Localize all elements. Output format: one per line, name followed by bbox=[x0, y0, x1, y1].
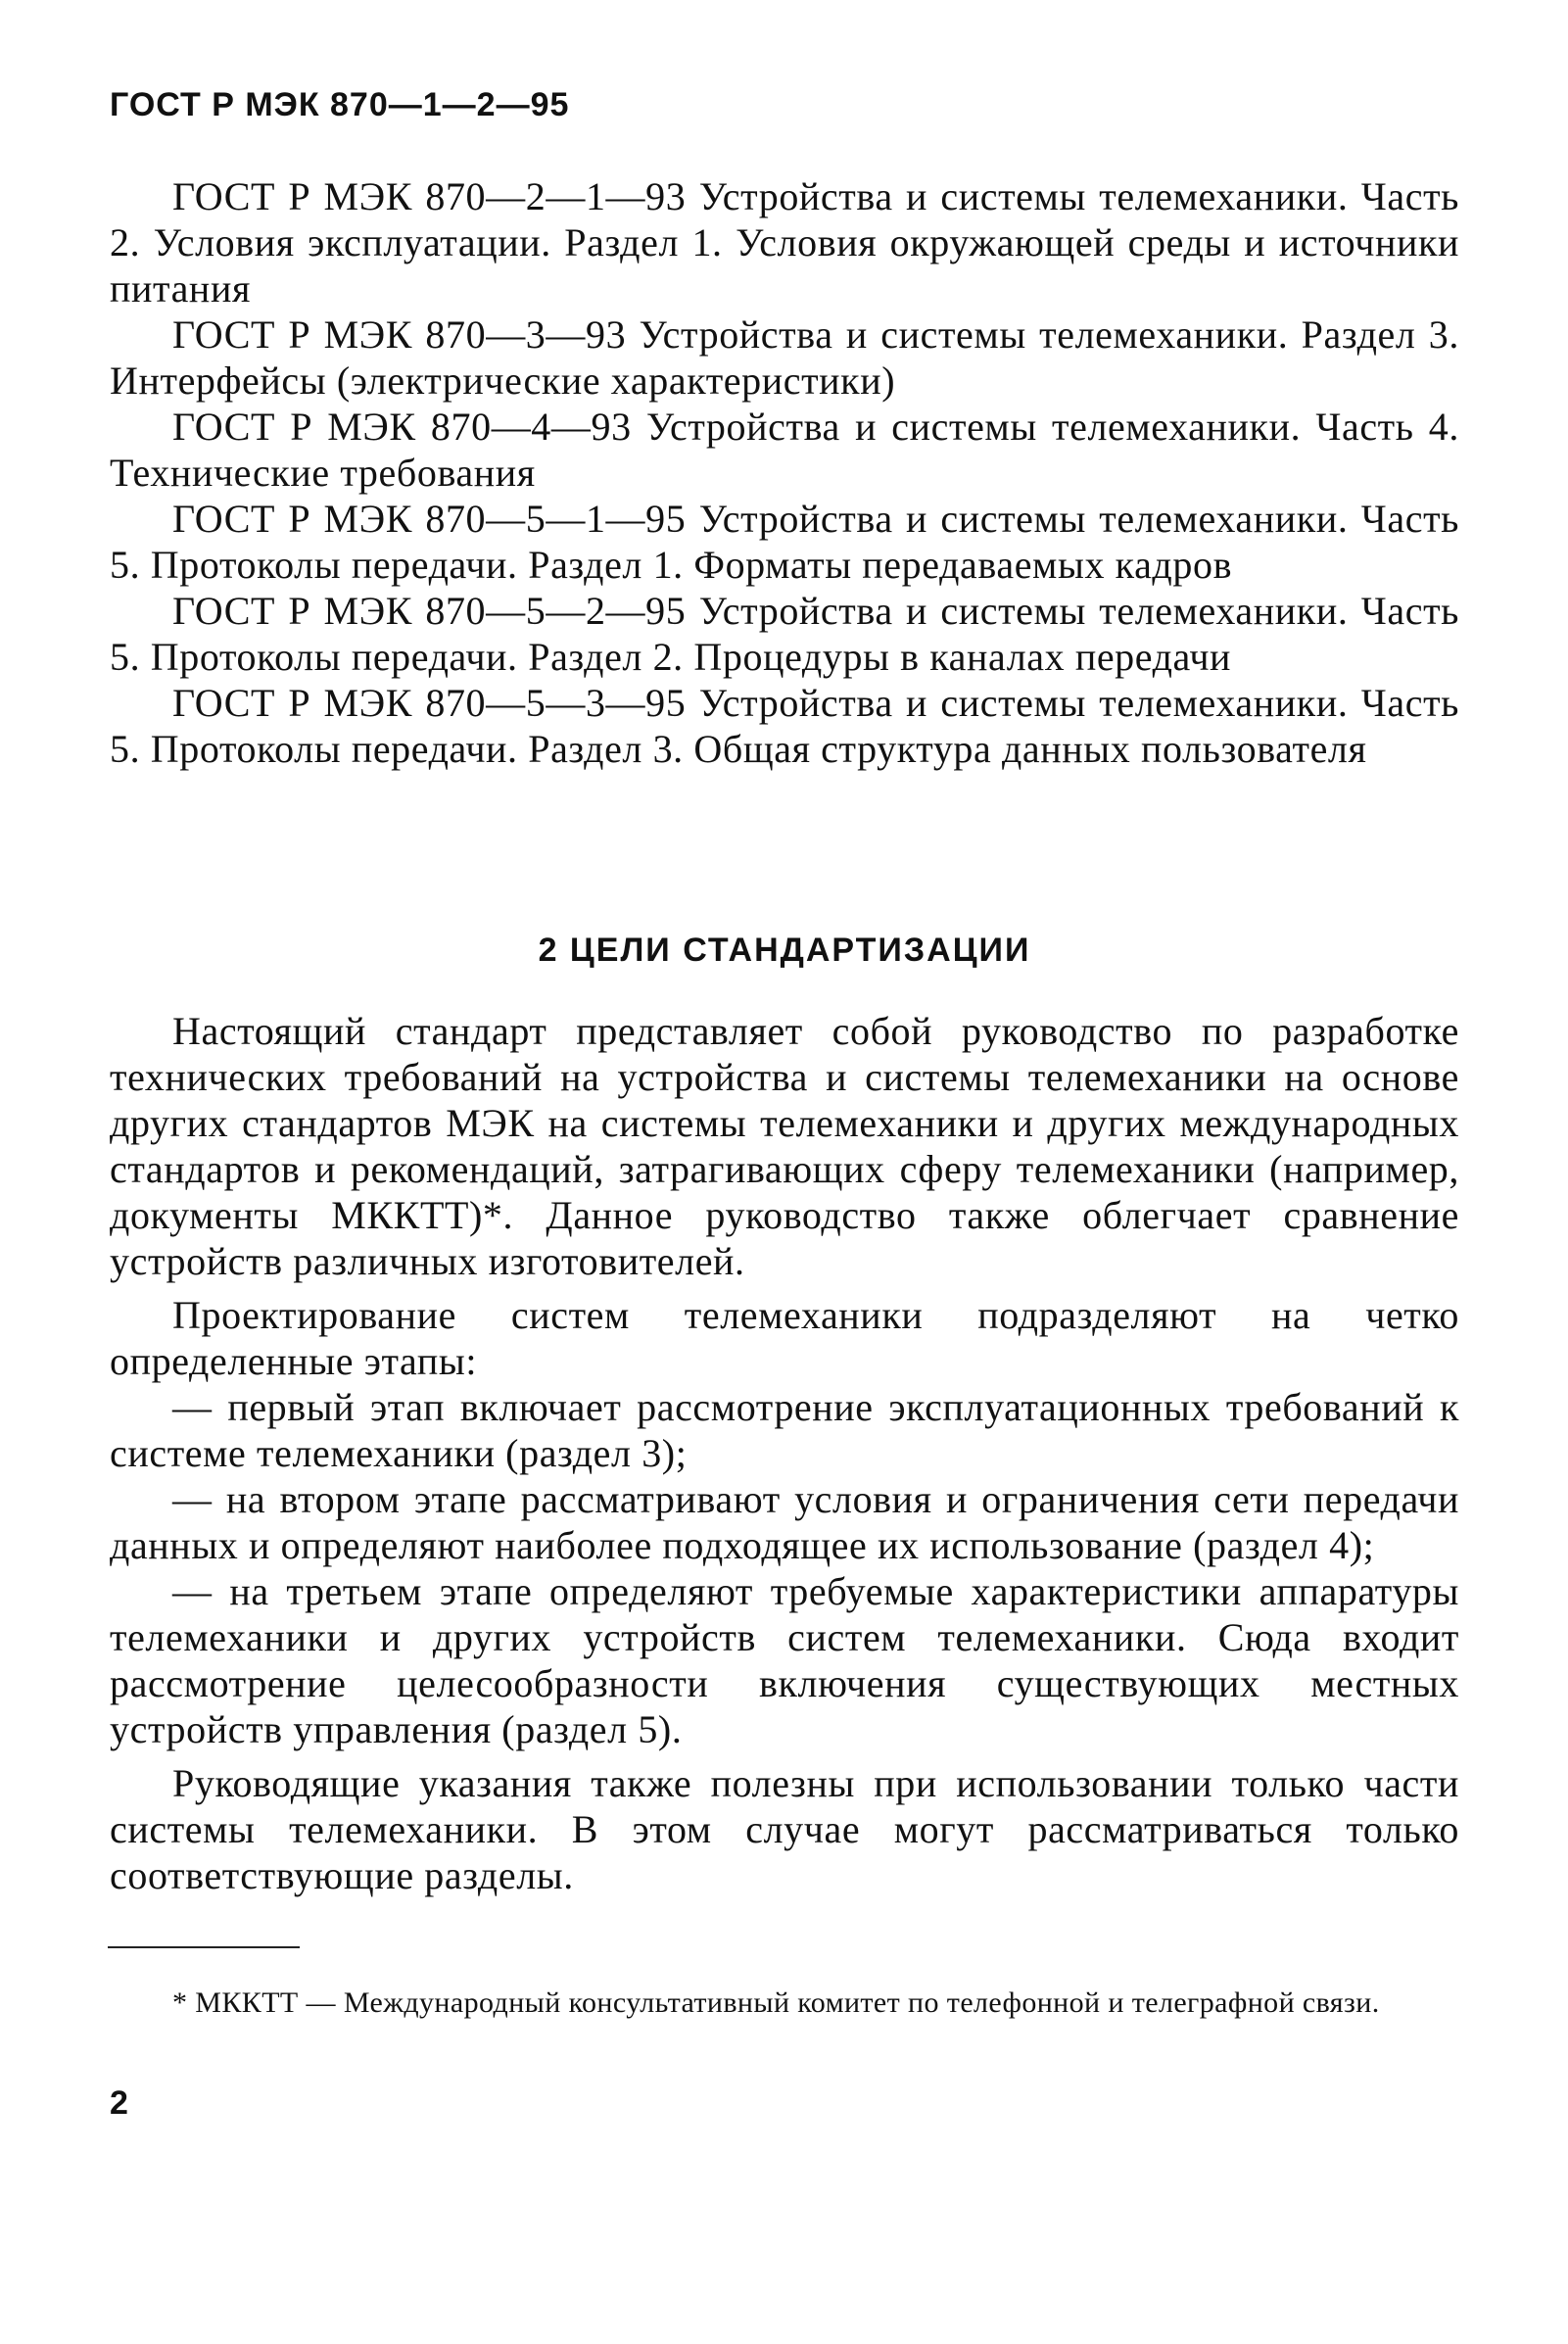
reference-item: ГОСТ Р МЭК 870—2—1—93 Устройства и системы телемеханики. Часть 2. Условия эксплуатации. Раздел 1. Условия окружающей среды и источники питания bbox=[110, 174, 1459, 311]
references-list bbox=[110, 173, 1459, 772]
paragraph: Руководящие указания также полезны при использовании только части системы телемеханики. В этом случае могут рассматриваться только соответствующие разделы. bbox=[110, 1761, 1459, 1897]
running-header: ГОСТ Р МЭК 870—1—2—95 bbox=[110, 86, 570, 123]
section-body bbox=[110, 1008, 1459, 1898]
paragraph: Настоящий стандарт представляет собой руководство по разработке технических требований на устройства и системы телемеханики на основе других стандартов МЭК на системы телемеханики и других международных стандартов и рекомендаций, затрагивающих сферу телемеханики (например, документы МККТТ)*. Данное руководство также облегчает сравнение устройств различных изготовителей. bbox=[110, 1009, 1459, 1283]
footnote-divider bbox=[108, 1946, 300, 1948]
paragraph: Проектирование систем телемеханики подразделяют на четко определенные этапы: bbox=[110, 1293, 1459, 1383]
list-item: — первый этап включает рассмотрение эксплуатационных требований к системе телемеханики (раздел 3); bbox=[110, 1385, 1459, 1475]
reference-item: ГОСТ Р МЭК 870—3—93 Устройства и системы телемеханики. Раздел 3. Интерфейсы (электрические характеристики) bbox=[110, 312, 1459, 403]
list-item: — на втором этапе рассматривают условия и ограничения сети передачи данных и определяют наиболее подходящее их использование (раздел 4); bbox=[110, 1477, 1459, 1567]
reference-item: ГОСТ Р МЭК 870—5—1—95 Устройства и системы телемеханики. Часть 5. Протоколы передачи. Раздел 1. Форматы передаваемых кадров bbox=[110, 497, 1459, 587]
page-number: 2 bbox=[110, 2084, 128, 2122]
footnote: * МККТТ — Международный консультативный комитет по телефонной и телеграфной связи. bbox=[172, 1986, 1380, 2019]
reference-item: ГОСТ Р МЭК 870—5—3—95 Устройства и системы телемеханики. Часть 5. Протоколы передачи. Раздел 3. Общая структура данных пользователя bbox=[110, 681, 1459, 771]
list-item: — на третьем этапе определяют требуемые характеристики аппаратуры телемеханики и других устройств систем телемеханики. Сюда входит рассмотрение целесообразности включения существующих местных устройств управления (раздел 5). bbox=[110, 1569, 1459, 1751]
reference-item: ГОСТ Р МЭК 870—5—2—95 Устройства и системы телемеханики. Часть 5. Протоколы передачи. Раздел 2. Процедуры в каналах передачи bbox=[110, 589, 1459, 679]
reference-item: ГОСТ Р МЭК 870—4—93 Устройства и системы телемеханики. Часть 4. Технические требования bbox=[110, 405, 1459, 495]
section-heading: 2 ЦЕЛИ СТАНДАРТИЗАЦИИ bbox=[538, 932, 1031, 969]
